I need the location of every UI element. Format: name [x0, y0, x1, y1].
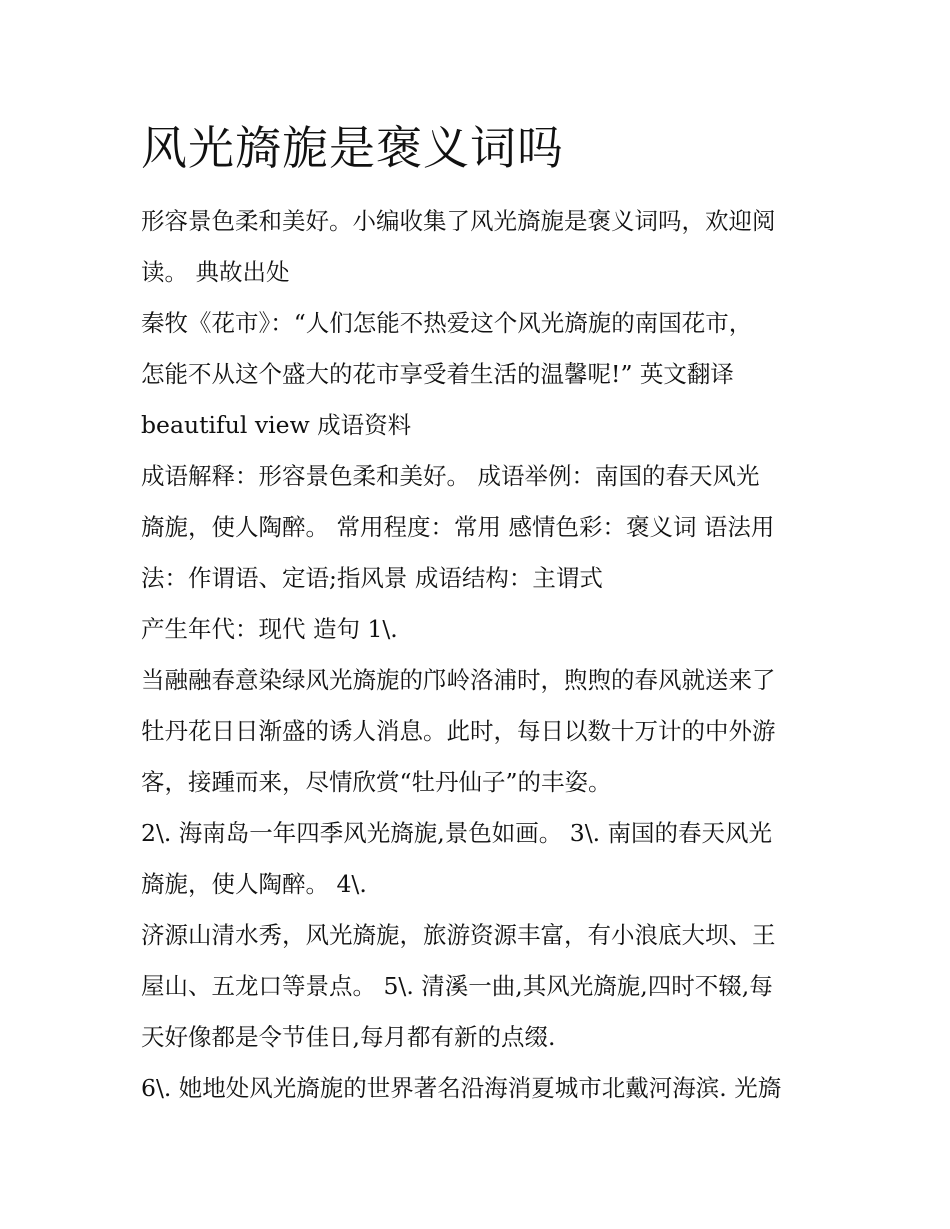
text-line: 旖旎，使人陶醉。 常用程度：常用 感情色彩：褒义词 语法用: [141, 513, 775, 541]
text-line: 法：作谓语、定语;指风景 成语结构：主谓式: [141, 564, 603, 592]
text-line: 2\. 海南岛一年四季风光旖旎,景色如画。 3\. 南国的春天风光: [141, 819, 773, 847]
text-line: 成语解释：形容景色柔和美好。 成语举例：南国的春天风光: [141, 462, 760, 490]
document-page: [141, 112, 821, 1114]
text-line: 6\. 她地处风光旖旎的世界著名沿海消夏城市北戴河海滨. 光旖: [141, 1074, 782, 1102]
document-title: 风光旖旎是褒义词吗: [141, 121, 564, 175]
text-line: 旖旎，使人陶醉。 4\.: [141, 870, 367, 898]
text-line: 形容景色柔和美好。小编收集了风光旖旎是褒义词吗，欢迎阅: [141, 207, 776, 235]
text-line: 天好像都是令节佳日,每月都有新的点缀.: [141, 1023, 556, 1051]
text-line: 客，接踵而来，尽情欣赏“牡丹仙子”的丰姿。: [141, 768, 612, 796]
text-line: 读。 典故出处: [141, 258, 290, 286]
text-line: 屋山、五龙口等景点。 5\. 清溪一曲,其风光旖旎,四时不辍,每: [141, 972, 773, 1000]
text-line: 产生年代：现代 造句 1\.: [141, 615, 398, 643]
text-line: 牡丹花日日渐盛的诱人消息。此时，每日以数十万计的中外游: [141, 717, 776, 745]
document-body: [141, 196, 821, 1114]
text-line: 怎能不从这个盛大的花市享受着生活的温馨呢!” 英文翻译: [141, 360, 734, 388]
text-line: 当融融春意染绿风光旖旎的邝岭洛浦时，煦煦的春风就送来了: [141, 666, 776, 694]
text-line: 济源山清水秀，风光旖旎，旅游资源丰富，有小浪底大坝、王: [141, 921, 776, 949]
text-line: 秦牧《花市》：“人们怎能不热爱这个风光旖旎的南国花市，: [141, 309, 753, 337]
text-line: beautiful view 成语资料: [141, 411, 412, 439]
